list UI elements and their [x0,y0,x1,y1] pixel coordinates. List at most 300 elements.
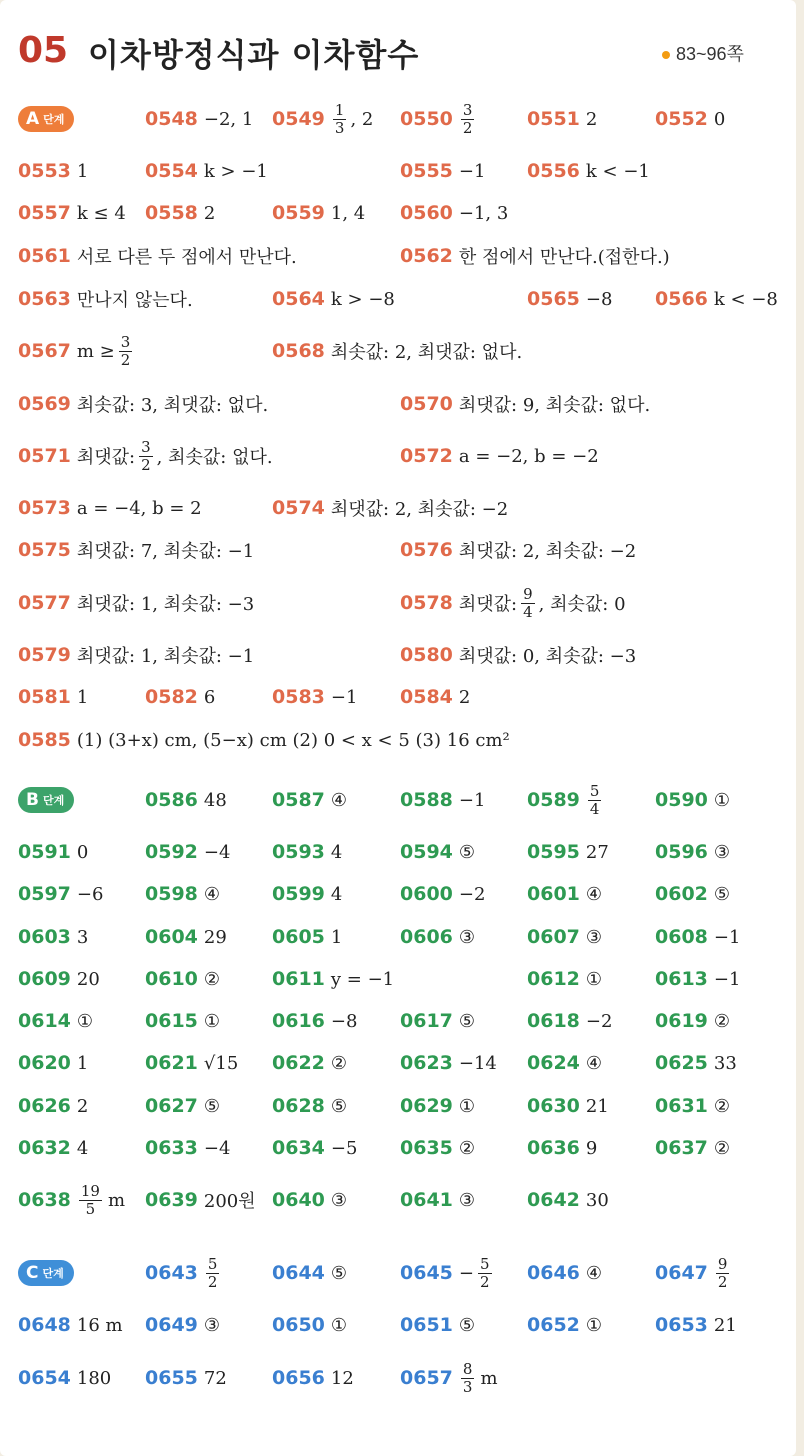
answer-item [400,839,475,865]
problem-number: 0630 [527,1095,580,1117]
answer-text: 4 [76,1137,89,1159]
answer-text: −1 [458,160,486,182]
problem-number: 0592 [145,841,198,863]
problem-number: 0645 [400,1262,453,1284]
answer-item [18,1050,88,1076]
answer-item [655,924,740,950]
answer-text: 최댓값: 1, 최솟값: −3 [76,594,255,615]
problem-number: 0570 [400,393,453,415]
problem-number: 0636 [527,1137,580,1159]
answer-item [400,684,470,710]
answer-item [655,1312,737,1338]
problem-number: 0643 [145,1262,198,1284]
problem-number: 0553 [18,160,71,182]
fraction-denominator: 2 [120,350,131,369]
problem-number: 0559 [272,202,325,224]
answer-item [400,1008,475,1034]
problem-number: 0564 [272,288,325,310]
problem-number: 0619 [655,1010,708,1032]
answer-item [18,881,103,907]
answer-text: ① [585,968,603,990]
problem-number: 0604 [145,926,198,948]
problem-number: 0589 [527,789,580,811]
problem-number: 0566 [655,288,708,310]
section-letter: A [26,109,40,129]
fraction [461,102,475,137]
answer-text: 29 [203,926,227,948]
answer-text: ④ [585,883,603,905]
fraction [139,439,153,474]
problem-number: 0548 [145,108,198,130]
problem-number: 0567 [18,340,71,362]
answer-text: ⑤ [713,883,731,905]
problem-number: 0602 [655,883,708,905]
answer-text: 한 점에서 만난다.(접한다.) [458,247,670,268]
problem-number: 0596 [655,841,708,863]
answer-text: −1 [713,926,741,948]
page-range-label: 83~96쪽 [676,44,744,64]
problem-number: 0642 [527,1189,580,1211]
chapter-title: 이차방정식과 이차함수 [88,36,420,74]
answer-item [655,1254,731,1291]
problem-number: 0575 [18,539,71,561]
problem-number: 0609 [18,968,71,990]
problem-number: 0603 [18,926,71,948]
answer-text: 4 [330,841,343,863]
problem-number: 0613 [655,968,708,990]
answer-item [272,1187,347,1213]
answer-item [272,787,347,813]
answer-text: ⑤ [330,1262,348,1284]
answer-text: −8 [330,1010,358,1032]
fraction-denominator: 3 [334,118,345,137]
problem-number: 0634 [272,1137,325,1159]
answer-item [272,1260,347,1286]
answer-item [400,1135,475,1161]
answer-item [655,1135,730,1161]
answer-item [272,881,342,907]
answer-text: −1 [330,686,358,708]
problem-number: 0572 [400,445,453,467]
answer-text: ⑤ [203,1095,221,1117]
problem-number: 0618 [527,1010,580,1032]
answer-text: a = −2, b = −2 [458,445,599,467]
problem-number: 0657 [400,1367,453,1389]
answer-item [655,966,740,992]
answer-text: 1, 4 [330,202,366,224]
answer-item [145,1008,220,1034]
answer-item [655,881,730,907]
problem-number: 0607 [527,926,580,948]
answer-text: 200원 [203,1191,256,1212]
answer-item [272,1050,347,1076]
problem-number: 0632 [18,1137,71,1159]
problem-number: 0633 [145,1137,198,1159]
answer-item [272,1093,347,1119]
problem-number: 0557 [18,202,71,224]
answer-item [272,1135,357,1161]
problem-number: 0623 [400,1052,453,1074]
answer-text: 최댓값: 2, 최솟값: −2 [458,541,637,562]
answer-text: 0 [713,108,726,130]
problem-number: 0576 [400,539,453,561]
answer-text: ① [713,789,731,811]
answer-item [272,338,522,364]
section-letter: C [26,1263,39,1283]
answer-item [145,787,227,813]
problem-number: 0654 [18,1367,71,1389]
answer-item [18,1008,93,1034]
answer-item [527,1135,597,1161]
answer-item [145,158,268,184]
answer-text: 21 [713,1314,737,1336]
answer-item [18,727,510,753]
answer-item [272,966,394,992]
answer-text: 만나지 않는다. [76,290,193,311]
answer-item [18,1365,111,1391]
answer-text: ① [330,1314,348,1336]
answer-item [18,839,88,865]
answer-item [272,839,342,865]
problem-number: 0638 [18,1189,71,1211]
answer-item [400,1050,497,1076]
answer-text: 33 [713,1052,737,1074]
answer-item [655,106,725,132]
answer-text: −2, 1 [203,108,254,130]
problem-number: 0629 [400,1095,453,1117]
fraction [716,1256,730,1291]
answer-text: 30 [585,1189,609,1211]
answer-item [145,200,215,226]
answer-item [400,391,650,417]
problem-number: 0656 [272,1367,325,1389]
answer-item [527,286,612,312]
answer-text: ③ [585,926,603,948]
answer-text: k < −1 [585,160,650,182]
answer-text: −14 [458,1052,497,1074]
answer-text: 20 [76,968,100,990]
answer-text: 3 [76,926,89,948]
problem-number: 0605 [272,926,325,948]
problem-number: 0578 [400,592,453,614]
problem-number: 0611 [272,968,325,990]
problem-number: 0577 [18,592,71,614]
problem-number: 0594 [400,841,453,863]
problem-number: 0631 [655,1095,708,1117]
problem-number: 0580 [400,644,453,666]
fraction-denominator: 4 [523,602,533,621]
answer-item [18,1135,88,1161]
answer-item [272,924,342,950]
fraction [206,1256,220,1291]
problem-number: 0562 [400,245,453,267]
problem-number: 0583 [272,686,325,708]
answer-item [145,839,230,865]
answer-item [527,158,650,184]
answer-text: ① [585,1314,603,1336]
fraction-denominator: 5 [85,1199,96,1218]
answer-text: ② [713,1010,731,1032]
answer-item [400,1093,475,1119]
answer-text: −5 [330,1137,358,1159]
answer-unit: m [107,1189,126,1211]
answer-text: ② [713,1095,731,1117]
answer-text: ③ [458,926,476,948]
answer-text: 최댓값: 7, 최솟값: −1 [76,541,255,562]
answer-text: −4 [203,1137,231,1159]
problem-number: 0606 [400,926,453,948]
answer-item [272,495,508,521]
answer-item [655,1050,737,1076]
problem-number: 0582 [145,686,198,708]
answer-text: −2 [458,883,486,905]
answer-text: k ≤ 4 [76,202,126,224]
answer-item [145,1187,256,1213]
answer-item [145,1312,220,1338]
section-b-badge [18,787,74,813]
answer-item [400,537,636,563]
fraction [79,1183,102,1218]
fraction-denominator: 3 [462,1377,473,1396]
problem-number: 0639 [145,1189,198,1211]
answer-text: ③ [330,1189,348,1211]
answer-text: ② [458,1137,476,1159]
answer-text: ④ [330,789,348,811]
fraction-numerator: 5 [589,781,600,800]
answer-text: ① [203,1010,221,1032]
problem-number: 0652 [527,1314,580,1336]
answer-text: ② [713,1137,731,1159]
answer-text: 2 [76,1095,89,1117]
answer-prefix: 최댓값: [458,594,518,615]
problem-number: 0574 [272,497,325,519]
answer-suffix: , 2 [350,108,374,130]
answer-item [18,200,126,226]
answer-text: 2 [458,686,471,708]
answer-text: −6 [76,883,104,905]
problem-number: 0595 [527,841,580,863]
problem-number: 0588 [400,789,453,811]
answer-text: −1 [458,789,486,811]
fraction [461,1361,475,1396]
fraction-numerator: 3 [120,332,131,351]
answer-item [145,881,220,907]
problem-number: 0571 [18,445,71,467]
answer-item [400,924,475,950]
answer-text: 27 [585,841,609,863]
problem-number: 0563 [18,288,71,310]
answer-text: −1 [713,968,741,990]
answer-text: 72 [203,1367,227,1389]
problem-number: 0565 [527,288,580,310]
page-range [662,40,744,66]
answer-text: 48 [203,789,227,811]
answer-text: 1 [76,160,89,182]
problem-number: 0587 [272,789,325,811]
answer-text: ④ [203,883,221,905]
section-label: 단계 [43,114,65,126]
answer-item [18,590,254,616]
problem-number: 0621 [145,1052,198,1074]
answer-text: y = −1 [330,968,395,990]
answer-item [18,391,268,417]
fraction-denominator: 4 [589,799,600,818]
problem-number: 0551 [527,108,580,130]
answer-item [655,839,730,865]
answer-text: 6 [203,686,216,708]
answer-text: 16 m [76,1314,123,1336]
answer-item [145,684,215,710]
fraction [333,102,347,137]
answer-text: 1 [76,686,89,708]
answer-text: ③ [458,1189,476,1211]
answer-item [655,787,730,813]
answer-item [145,1254,221,1291]
answer-text: 0 [76,841,89,863]
section-a-badge [18,106,74,132]
answer-item [527,106,597,132]
fraction-numerator: 5 [479,1254,490,1273]
answer-prefix: 최댓값: [76,447,136,468]
answer-text: 최댓값: 0, 최솟값: −3 [458,646,637,667]
problem-number: 0637 [655,1137,708,1159]
answer-item [145,1050,238,1076]
answer-text: ① [76,1010,94,1032]
problem-number: 0586 [145,789,198,811]
answer-text: 2 [585,108,598,130]
answer-item [527,781,603,818]
problem-number: 0624 [527,1052,580,1074]
problem-number: 0620 [18,1052,71,1074]
section-label: 단계 [42,1268,64,1280]
answer-item [145,924,227,950]
answer-item [400,100,476,137]
fraction-numerator: 8 [462,1359,473,1378]
section-label: 단계 [42,795,65,807]
answer-item [527,924,602,950]
problem-number: 0647 [655,1262,708,1284]
problem-number: 0579 [18,644,71,666]
problem-number: 0597 [18,883,71,905]
answer-item [655,286,778,312]
fraction [478,1256,492,1291]
problem-number: 0558 [145,202,198,224]
answer-item [272,200,365,226]
problem-number: 0610 [145,968,198,990]
problem-number: 0608 [655,926,708,948]
section-c-badge [18,1260,74,1286]
answer-item [527,881,602,907]
answer-text: 최댓값: 2, 최솟값: −2 [330,499,509,520]
answer-text: 1 [330,926,343,948]
answer-item [272,1365,354,1391]
problem-number: 0649 [145,1314,198,1336]
fraction-denominator: 2 [479,1272,490,1291]
fraction-numerator: 9 [717,1254,728,1273]
fraction-denominator: 2 [207,1272,218,1291]
answer-item [272,1312,347,1338]
answer-text: (1) (3+x) cm, (5−x) cm (2) 0 < x < 5 (3) 16 cm² [76,729,510,751]
problem-number: 0601 [527,883,580,905]
answer-text: ⑤ [458,1010,476,1032]
answer-text: 최솟값: 2, 최댓값: 없다. [330,342,523,363]
problem-number: 0561 [18,245,71,267]
problem-number: 0569 [18,393,71,415]
problem-number: 0552 [655,108,708,130]
answer-text: k < −8 [713,288,778,310]
fraction [119,334,133,369]
answer-item [18,684,88,710]
answer-text: 180 [76,1367,112,1389]
answer-text: k > −1 [203,160,268,182]
fraction-numerator: 9 [523,584,533,603]
answer-text: ① [458,1095,476,1117]
answer-item [18,1093,88,1119]
problem-number: 0616 [272,1010,325,1032]
problem-number: 0560 [400,202,453,224]
answer-item [272,1008,357,1034]
answer-item [655,1008,730,1034]
answer-item [527,966,602,992]
answer-item [18,332,134,369]
answer-text: 12 [330,1367,354,1389]
answer-text: ④ [585,1052,603,1074]
problem-number: 0648 [18,1314,71,1336]
answer-item [145,966,220,992]
problem-number: 0628 [272,1095,325,1117]
problem-number: 0655 [145,1367,198,1389]
fraction-numerator: 3 [462,100,473,119]
problem-number: 0600 [400,883,453,905]
fraction [521,586,535,621]
answer-item [400,642,636,668]
answer-unit: m [480,1367,498,1389]
problem-number: 0614 [18,1010,71,1032]
problem-number: 0653 [655,1314,708,1336]
answer-text: ⑤ [458,841,476,863]
problem-number: 0646 [527,1262,580,1284]
answer-item [18,924,88,950]
fraction-numerator: 3 [141,437,151,456]
answer-suffix: , 최솟값: 없다. [156,447,273,468]
answer-item [18,1312,123,1338]
answer-item [18,1181,126,1218]
problem-number: 0627 [145,1095,198,1117]
answer-item [400,1312,475,1338]
answer-item [400,584,626,621]
answer-text: −8 [585,288,613,310]
answer-item [18,495,202,521]
answer-text: 최댓값: 1, 최솟값: −1 [76,646,255,667]
problem-number: 0650 [272,1314,325,1336]
fraction-denominator: 2 [462,118,473,137]
answer-item [18,243,297,269]
answer-text: 1 [76,1052,89,1074]
answer-text: 최솟값: 3, 최댓값: 없다. [76,395,269,416]
problem-number: 0617 [400,1010,453,1032]
answer-item [655,1093,730,1119]
answer-text: ⑤ [330,1095,348,1117]
problem-number: 0641 [400,1189,453,1211]
answer-prefix: m ≥ [76,340,115,362]
problem-number: 0625 [655,1052,708,1074]
answer-item [527,1260,602,1286]
answer-item [527,1312,602,1338]
answer-item [272,286,395,312]
answer-item [400,881,485,907]
answer-item [18,286,193,312]
answer-item [18,437,273,474]
